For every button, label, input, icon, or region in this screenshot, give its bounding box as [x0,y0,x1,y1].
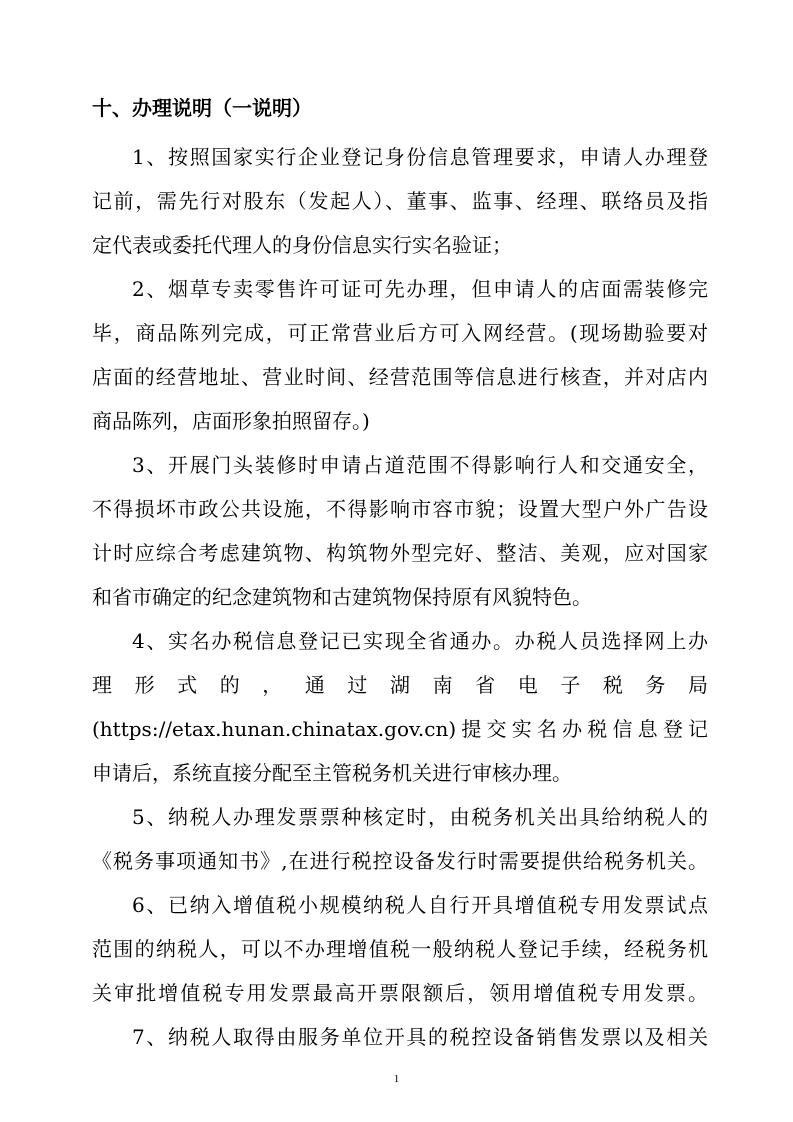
paragraph-1-line-2: 记前，需先行对股东（发起人）、董事、监事、经理、联络员及指 [92,189,708,213]
paragraph-6-line-3: 关审批增值税专用发票最高开票限额后，领用增值税专用发票。 [92,981,708,1005]
paragraph-2-line-2: 毕，商品陈列完成，可正常营业后方可入网经营。(现场勘验要对 [92,321,708,345]
page-number: 1 [393,1073,400,1085]
paragraph-3-line-1: 3、开展门头装修时申请占道范围不得影响行人和交通安全， [132,453,708,477]
paragraph-6-line-1: 6、已纳入增值税小规模纳税人自行开具增值税专用发票试点 [132,893,708,917]
paragraph-2-line-4: 商品陈列，店面形象拍照留存。) [92,409,370,433]
paragraph-4-line-1: 4、实名办税信息登记已实现全省通办。办税人员选择网上办 [132,629,708,653]
paragraph-5-line-2: 《税务事项通知书》,在进行税控设备发行时需要提供给税务机关。 [92,849,708,873]
paragraph-1-line-3: 定代表或委托代理人的身份信息实行实名验证； [92,233,512,257]
paragraph-4-line-3: (https://etax.hunan.chinatax.gov.cn)提交实名办税信息登记 [92,717,708,741]
section-heading: 十、办理说明（一说明） [92,96,312,120]
paragraph-1-line-1: 1、按照国家实行企业登记身份信息管理要求，申请人办理登 [132,145,708,169]
paragraph-7-line-1: 7、纳税人取得由服务单位开具的税控设备销售发票以及相关 [132,1025,708,1049]
paragraph-5-line-1: 5、纳税人办理发票票种核定时，由税务机关出具给纳税人的 [132,805,708,829]
paragraph-3-line-4: 和省市确定的纪念建筑物和古建筑物保持原有风貌特色。 [92,585,592,609]
paragraph-4-line-4: 申请后，系统直接分配至主管税务机关进行审核办理。 [92,761,572,785]
paragraph-2-line-1: 2、烟草专卖零售许可证可先办理，但申请人的店面需装修完 [132,277,708,301]
paragraph-3-line-3: 计时应综合考虑建筑物、构筑物外型完好、整洁、美观，应对国家 [92,541,708,565]
paragraph-2-line-3: 店面的经营地址、营业时间、经营范围等信息进行核查，并对店内 [92,365,708,389]
paragraph-4-line-2: 理形式的，通过湖南省电子税务局 [92,673,708,697]
paragraph-6-line-2: 范围的纳税人，可以不办理增值税一般纳税人登记手续，经税务机 [92,937,708,961]
paragraph-3-line-2: 不得损坏市政公共设施，不得影响市容市貌；设置大型户外广告设 [92,497,708,521]
